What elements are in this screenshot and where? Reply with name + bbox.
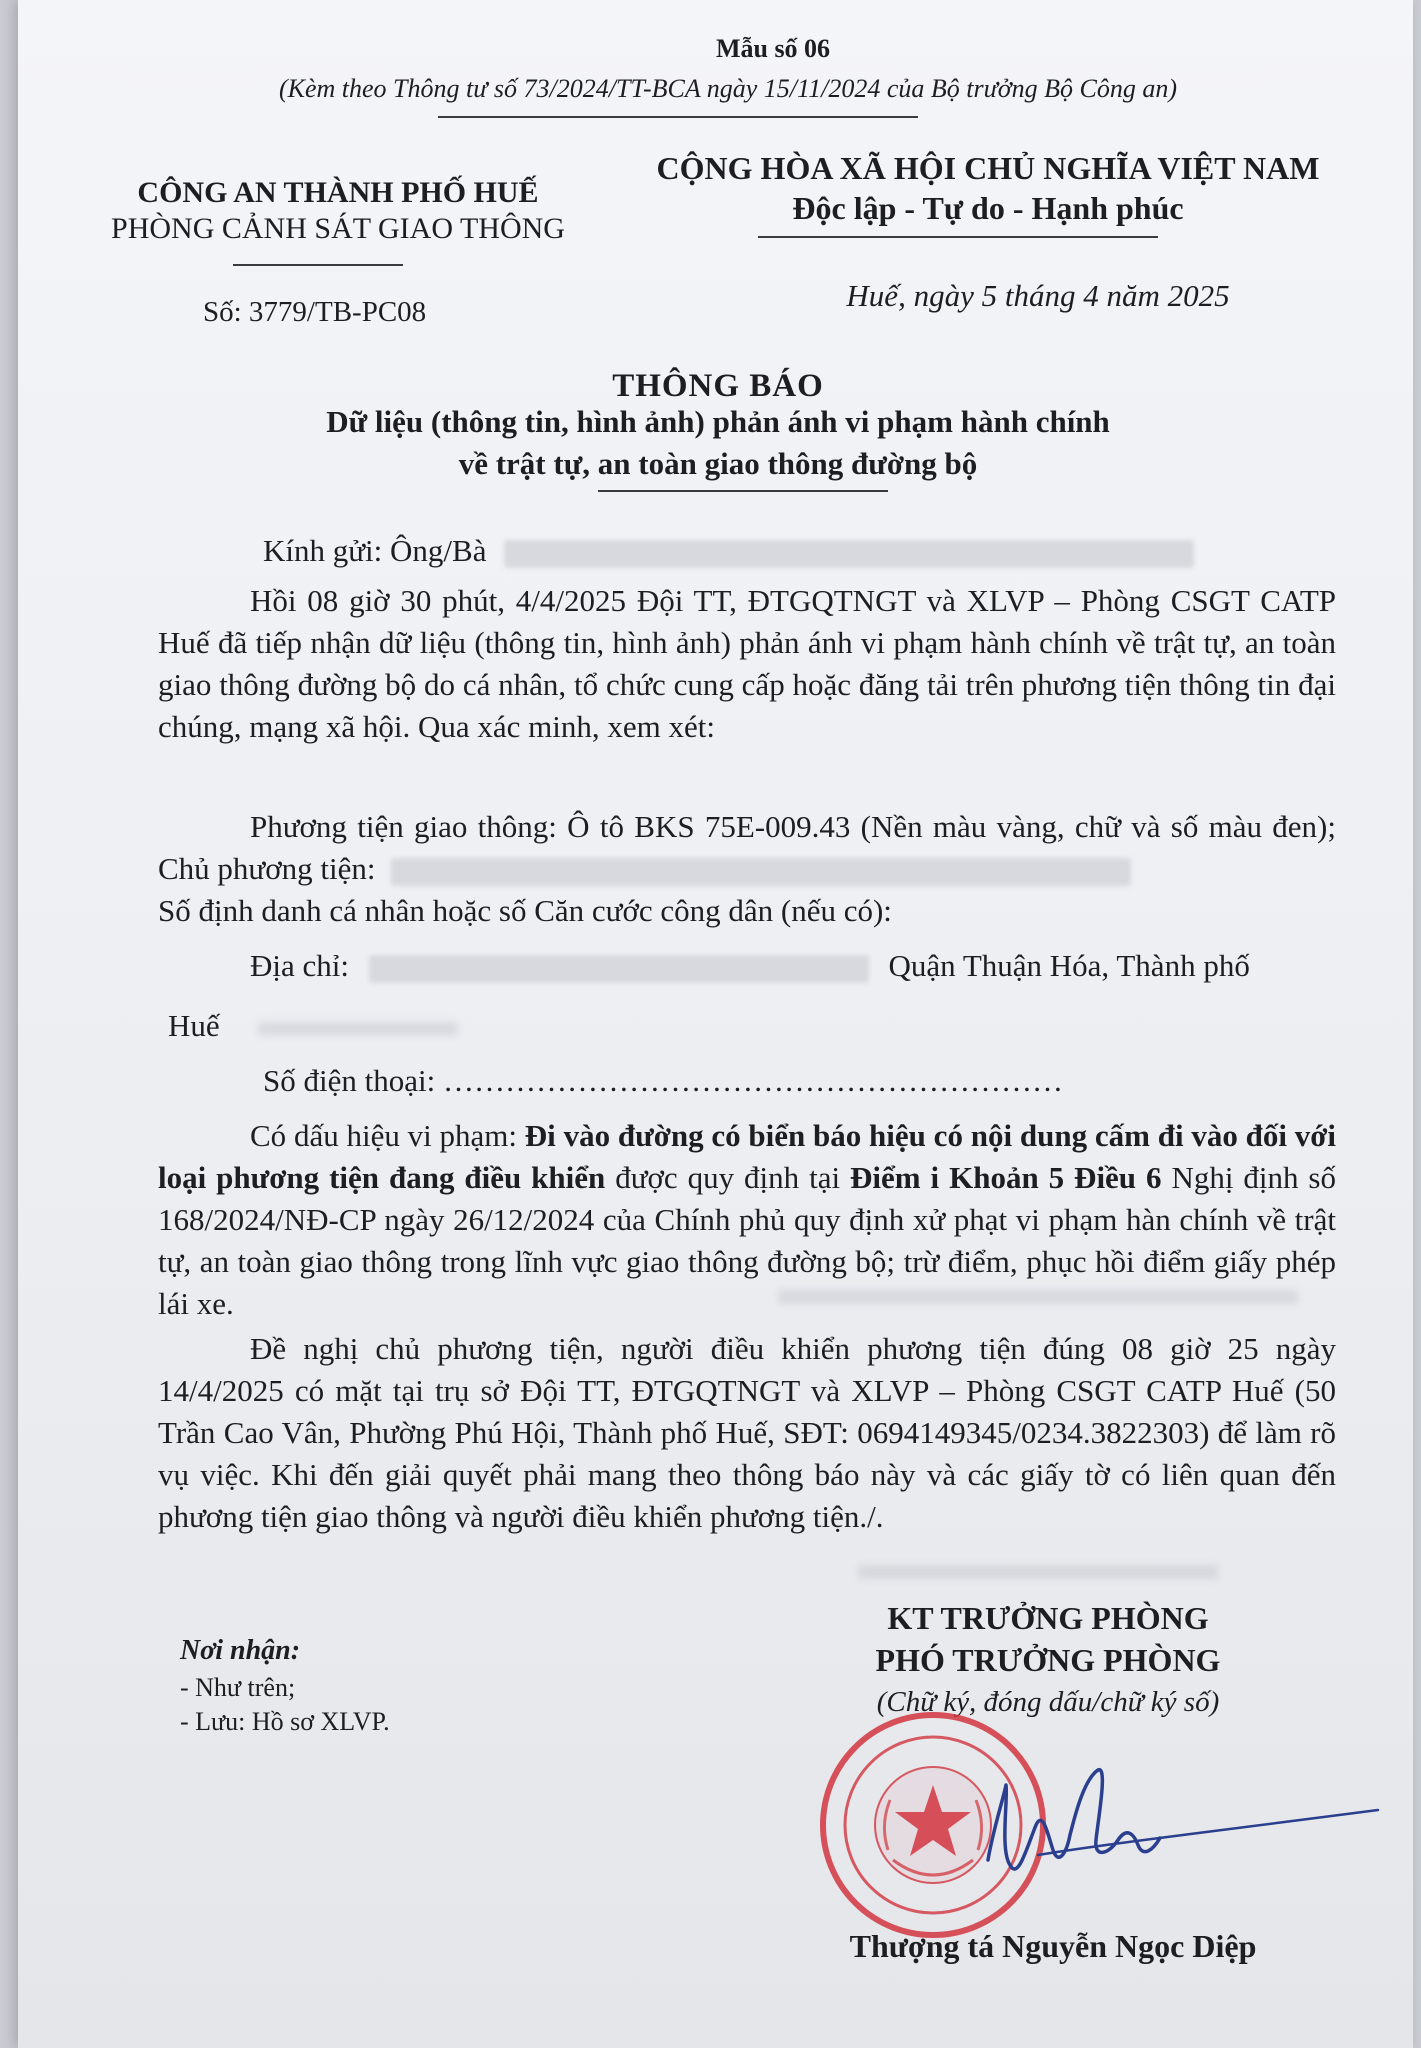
recipients-heading: Nơi nhận: [180,1635,301,1666]
signer-name: Thượng tá Nguyễn Ngọc Diệp [849,1928,1257,1964]
vehicle-text: Phương tiện giao thông: Ô tô BKS 75E-009.43 (Nền màu vàng, chữ và số màu đen); Chủ phương tiện: [158,809,1336,886]
request-paragraph: Đề nghị chủ phương tiện, người điều khiển phương tiện đúng 08 giờ 25 ngày 14/4/2025 có mặt tại trụ sở Đội TT, ĐTGQTNGT và XLVP – Phòng CSGT CATP Huế (50 Trần Cao Vân, Phường Phú Hội, Thành phố Huế, SĐT: 0694149345/0234.3822303) để làm rõ vụ việc. Khi đến giải quyết phải mang theo thông báo này và các giấy tờ có liên quan đến phương tiện giao thông và người điều khiển phương tiện./. [158,1331,1336,1534]
address-district: Quận Thuận Hóa, Thành phố [888,948,1250,983]
motto-underline [758,236,1158,238]
bleed-through-mark [858,1565,1218,1579]
national-motto: Độc lập - Tự do - Hạnh phúc [792,190,1184,226]
address-line [250,945,1340,987]
form-number: Mẫu số 06 [715,34,831,63]
signature-title-2: PHÓ TRƯỞNG PHÒNG [875,1642,1221,1678]
document-page [18,0,1413,2048]
circular-reference: (Kèm theo Thông tư số 73/2024/TT-BCA ngày 15/11/2024 của Bộ trưởng Bộ Công an) [278,74,1178,103]
violation-intro: Có dấu hiệu vi phạm: [250,1118,518,1153]
title-underline [598,490,888,492]
document-subtitle-1: Dữ liệu (thông tin, hình ảnh) phản ánh vi phạm hành chính [326,404,1110,439]
header-divider [438,116,918,118]
agency-underline [233,264,403,266]
vehicle-paragraph [158,806,1336,890]
recipient-item: - Như trên; [180,1673,296,1702]
id-line: Số định danh cá nhân hoặc số Căn cước công dân (nếu có): [158,893,892,928]
salutation-line [263,530,1343,572]
signature-title-1: KT TRƯỞNG PHÒNG [887,1600,1209,1636]
document-title: THÔNG BÁO [612,368,824,404]
salutation-label: Kính gửi: Ông/Bà [263,533,487,568]
bleed-through-mark [778,1290,1298,1304]
address-label: Địa chỉ: [250,948,349,983]
handwritten-signature [948,1740,1388,1910]
document-subtitle-2: về trật tự, an toàn giao thông đường bộ [458,446,978,481]
recipient-item: - Lưu: Hồ sơ XLVP. [180,1707,390,1736]
place-date: Huế, ngày 5 tháng 4 năm 2025 [846,278,1230,313]
document-number: Số: 3779/TB-PC08 [203,296,427,328]
signature-note: (Chữ ký, đóng dấu/chữ ký số) [876,1686,1220,1718]
bleed-through-mark [258,1022,458,1036]
redacted-recipient-name [504,540,1194,568]
agency-name: CÔNG AN THÀNH PHỐ HUẾ [137,176,539,209]
violation-regulation: Nghị định số 168/2024/NĐ-CP ngày 26/12/2024 của Chính phủ quy định xử phạt vi phạm hàn chính về trật tự, an toàn giao thông trong lĩnh vực giao thông đường bộ; trừ điểm, phục hồi điểm giấy phép lái xe. [158,1160,1336,1321]
phone-line: Số điện thoại: …………………………………………………… [263,1063,1063,1098]
agency-department: PHÒNG CẢNH SÁT GIAO THÔNG [111,212,565,245]
violation-article: Điểm i Khoản 5 Điều 6 [850,1160,1162,1195]
redacted-address [369,955,869,983]
national-title: CỘNG HÒA XÃ HỘI CHỦ NGHĨA VIỆT NAM [656,150,1320,186]
recipients-block [180,1635,540,1737]
violation-description: Đi vào đường có biển báo hiệu có nội dung cấm đi vào đối với loại phương tiện đang điều khiển [158,1118,1337,1195]
address-city: Huế [168,1008,220,1043]
redacted-owner-name [391,858,1131,886]
violation-mid: được quy định tại [615,1160,841,1195]
intro-paragraph: Hồi 08 giờ 30 phút, 4/4/2025 Đội TT, ĐTGQTNGT và XLVP – Phòng CSGT CATP Huế đã tiếp nhận dữ liệu (thông tin, hình ảnh) phản ánh vi phạm hành chính về trật tự, an toàn giao thông đường bộ do cá nhân, tổ chức cung cấp hoặc đăng tải trên phương tiện thông tin đại chúng, mạng xã hội. Qua xác minh, xem xét: [158,583,1336,744]
